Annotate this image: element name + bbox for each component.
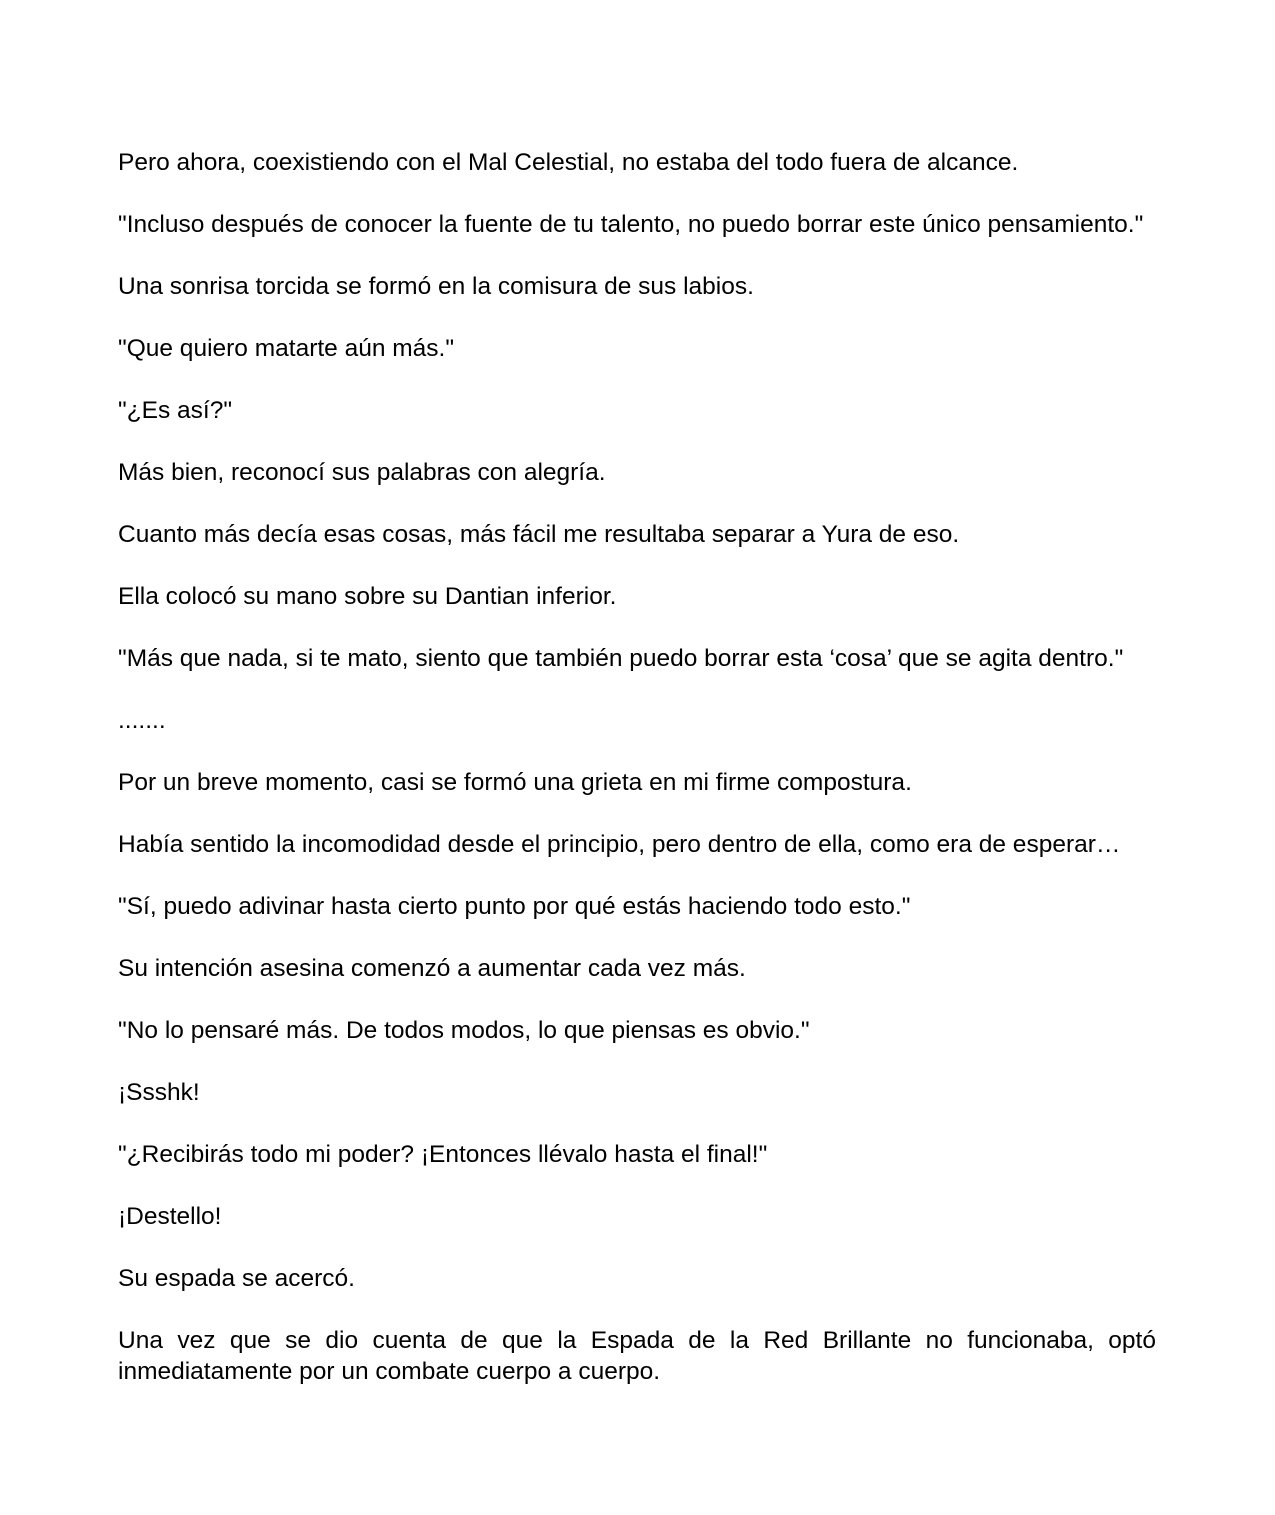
paragraph: "Más que nada, si te mato, siento que también puedo borrar esta ‘cosa’ que se agita dentro." [118, 645, 1124, 672]
paragraph: Ella colocó su mano sobre su Dantian inferior. [118, 583, 617, 610]
paragraph: "Sí, puedo adivinar hasta cierto punto por qué estás haciendo todo esto." [118, 893, 911, 920]
paragraph: Más bien, reconocí sus palabras con alegría. [118, 459, 606, 486]
paragraph: Una vez que se dio cuenta de que la Espada de la Red Brillante no funcionaba, optó inmediatamente por un combate cuerpo a cuerpo. [118, 1327, 1156, 1385]
paragraph: Cuanto más decía esas cosas, más fácil me resultaba separar a Yura de eso. [118, 521, 960, 548]
paragraph: Una sonrisa torcida se formó en la comisura de sus labios. [118, 273, 754, 300]
paragraph: ¡Ssshk! [118, 1079, 200, 1106]
document-page [118, 147, 1156, 1387]
paragraph: Su intención asesina comenzó a aumentar cada vez más. [118, 955, 746, 982]
paragraph: Su espada se acercó. [118, 1265, 355, 1292]
paragraph: Había sentido la incomodidad desde el principio, pero dentro de ella, como era de esperar… [118, 831, 1121, 858]
paragraph: "¿Es así?" [118, 397, 233, 424]
paragraph: Pero ahora, coexistiendo con el Mal Celestial, no estaba del todo fuera de alcance. [118, 149, 1019, 176]
paragraph: ....... [118, 707, 166, 734]
paragraph: "¿Recibirás todo mi poder? ¡Entonces llévalo hasta el final!" [118, 1141, 768, 1168]
paragraph: "Que quiero matarte aún más." [118, 335, 455, 362]
paragraph: Por un breve momento, casi se formó una grieta en mi firme compostura. [118, 769, 912, 796]
paragraph: "No lo pensaré más. De todos modos, lo que piensas es obvio." [118, 1017, 810, 1044]
paragraph: ¡Destello! [118, 1203, 222, 1230]
paragraph: "Incluso después de conocer la fuente de tu talento, no puedo borrar este único pensamiento." [118, 211, 1144, 238]
